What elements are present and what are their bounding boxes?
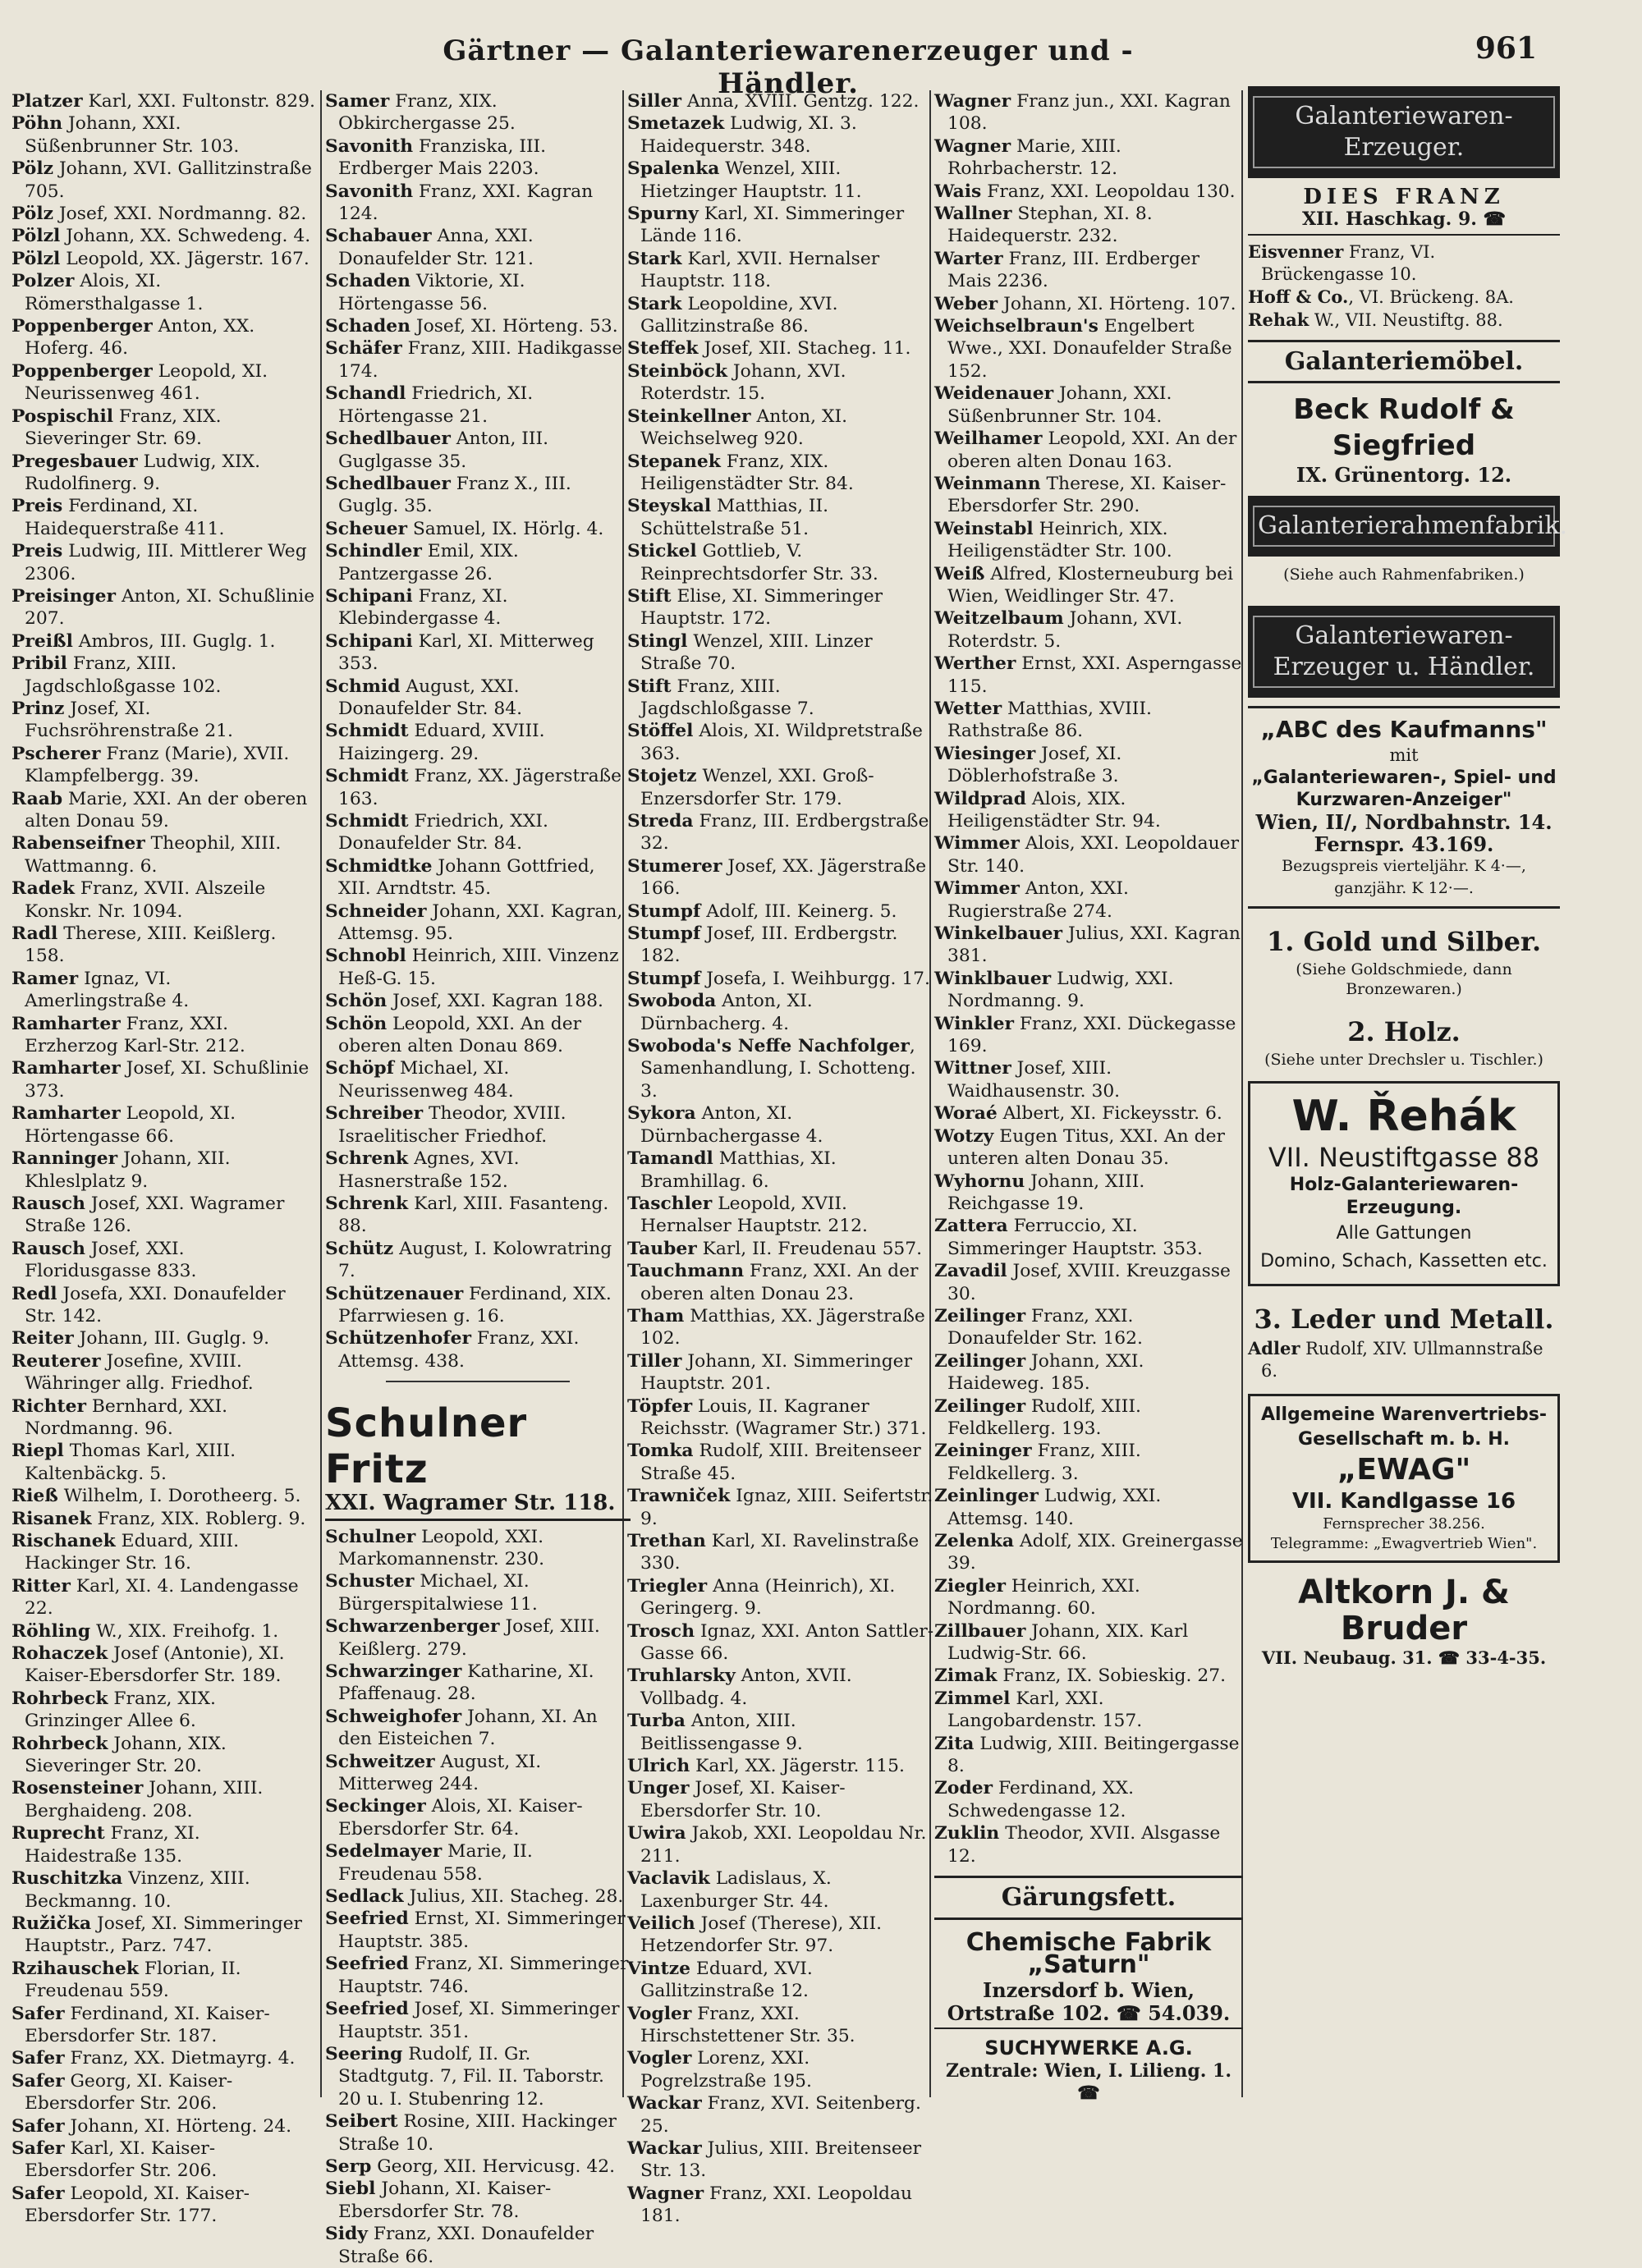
listing-entry: Hoff & Co., VI. Brückeng. 8A. <box>1248 286 1514 307</box>
advert-text: Domino, Schach, Kassetten etc. <box>1260 1251 1548 1271</box>
listing-entry: Weitzelbaum Johann, XVI. Roterdstr. 5. <box>934 608 1183 652</box>
listing-entry: Wildprad Alois, XIX. Heiligenstädter Str. 94. <box>934 788 1161 832</box>
listing-entry: Schreiber Theodor, XVIII. Israelitischer Friedhof. <box>325 1103 566 1147</box>
listing-entry: Siller Anna, XVIII. Gentzg. 122. <box>627 91 920 112</box>
listing-entry: Wackar Julius, XIII. Breitenseer Str. 13. <box>627 2137 922 2182</box>
listing-entry: Weinmann Therese, XI. Kaiser-Ebersdorfer Str. 290. <box>934 473 1227 517</box>
listing-entry: Wagner Franz jun., XXI. Kagran 108. <box>934 91 1231 135</box>
listing-entry: Schandl Friedrich, XI. Hörtengasse 21. <box>325 383 534 427</box>
listing-entry: Risanek Franz, XIX. Roblerg. 9. <box>11 1508 306 1529</box>
listing-entry: Zeilinger Rudolf, XIII. Feldkellerg. 193. <box>934 1395 1141 1439</box>
listing-entry: Turba Anton, XIII. Beitlissengasse 9. <box>627 1711 803 1754</box>
listing-entry: Sedelmayer Marie, II. Freudenau 558. <box>325 1841 533 1885</box>
box-label: Galanteriewaren-Erzeuger u. Händler. <box>1253 616 1555 688</box>
listing-entry: Redl Josefa, XXI. Donaufelder Str. 142. <box>11 1283 286 1326</box>
listing-entry: Röhling W., XIX. Freihofg. 1. <box>11 1620 279 1642</box>
listing-entry: Wimmer Anton, XXI. Rugierstraße 274. <box>934 878 1129 922</box>
listing-entry: Stark Karl, XVII. Hernalser Hauptstr. 118. <box>627 248 880 292</box>
listing-entry: Siebl Johann, XI. Kaiser-Ebersdorfer Str. 78. <box>325 2179 552 2222</box>
listing-entry: Radl Therese, XIII. Keißlerg. 158. <box>11 923 277 967</box>
listing-entry: Schmidtke Johann Gottfried, XII. Arndtstr. 45. <box>325 855 595 900</box>
listing-entry: Poppenberger Leopold, XI. Neurissenweg 461. <box>11 360 268 405</box>
advert-name: Chemische Fabrik „Saturn" <box>965 1927 1212 1979</box>
listing-entry: Stickel Gottlieb, V. Reinprechtsdorfer Str. 33. <box>627 541 878 584</box>
page-header <box>0 31 1642 100</box>
listing-entry: Woraé Albert, XI. Fickeysstr. 6. <box>934 1103 1222 1125</box>
listing-entry: Sidy Franz, XXI. Donaufelder Straße 66. <box>325 2224 594 2267</box>
listing-entry: Stumerer Josef, XX. Jägerstraße 166. <box>627 855 927 900</box>
listing-entry: Seefried Josef, XI. Simmeringer Hauptstr. 351. <box>325 1999 620 2042</box>
listing-entry: Schmidt Eduard, XVIII. Haizingerg. 29. <box>325 721 545 764</box>
listing-entry: Trawniček Ignaz, XIII. Seifertstr. 9. <box>627 1486 933 1529</box>
listing-entry: Wais Franz, XXI. Leopoldau 130. <box>934 181 1236 202</box>
listing-entry: Vogler Franz, XXI. Hirschstettener Str. 35. <box>627 2003 855 2046</box>
rehak-advert <box>1248 1081 1560 1286</box>
listing-entry: Schaden Viktorie, XI. Hörtengasse 56. <box>325 271 525 314</box>
listing-entry: Prinz Josef, XI. Fuchsröhrenstraße 21. <box>11 698 233 742</box>
listing-entry: Seckinger Alois, XI. Kaiser-Ebersdorfer Str. 64. <box>325 1796 583 1840</box>
listing-entry: Trosch Ignaz, XXI. Anton Sattler-Gasse 66. <box>627 1620 934 1665</box>
box-label: Galanterierahmenfabrik. <box>1253 506 1555 547</box>
listing-entry: Vogler Lorenz, XXI. Pogrelzstraße 195. <box>627 2048 812 2092</box>
listing-entry: Schütz August, I. Kolowratring 7. <box>325 1238 612 1282</box>
dies-address: XII. Haschkag. 9. ☎ <box>1248 208 1560 236</box>
listing-entry: Ranninger Johann, XII. Khleslplatz 9. <box>11 1148 231 1192</box>
listing-entry: Riepl Thomas Karl, XIII. Kaltenbäckg. 5. <box>11 1441 236 1484</box>
listing-entry: Winkler Franz, XXI. Dückegasse 169. <box>934 1013 1236 1057</box>
listing-entry: Tauchmann Franz, XXI. An der oberen alten Donau 23. <box>627 1261 919 1304</box>
listing-entry: Pölz Johann, XVI. Gallitzinstraße 705. <box>11 158 312 202</box>
listing-entry: Stark Leopoldine, XVI. Gallitzinstraße 86. <box>627 293 838 337</box>
schulner-advert <box>325 1400 631 1520</box>
section-heading: 3. Leder und Metall. <box>1254 1304 1554 1335</box>
listing-entry: Schuster Michael, XI. Bürgerspitalwiese 11. <box>325 1571 538 1615</box>
advert-text: Holz-Galanteriewaren-Erzeugung. <box>1289 1175 1519 1218</box>
listing-entry: Schmid August, XXI. Donaufelder Str. 84. <box>325 676 523 719</box>
section-heading: 1. Gold und Silber. <box>1266 926 1542 957</box>
page-title: Gärtner — Galanteriewarenerzeuger und -Händler. <box>443 34 1134 100</box>
listing-group <box>934 90 1243 1867</box>
listing-entry: Pospischil Franz, XIX. Sieveringer Str. 69. <box>11 405 222 450</box>
note: (Siehe unter Drechsler u. Tischler.) <box>1264 1051 1543 1069</box>
listing-entry: Rausch Josef, XXI. Floridusgasse 833. <box>11 1238 197 1282</box>
listing-entry: Weichselbraun's Engelbert Wwe., XXI. Donaufelder Straße 152. <box>934 316 1232 382</box>
advert-address: VII. Kandlgasse 16 <box>1291 1489 1516 1514</box>
listing-entry: Schöpf Michael, XI. Neurissenweg 484. <box>325 1058 514 1102</box>
listing-entry: Steinkellner Anton, XI. Weichselweg 920. <box>627 405 848 450</box>
section-heading-box <box>1248 496 1568 557</box>
listing-entry: Safer Georg, XI. Kaiser-Ebersdorfer Str. 206. <box>11 2070 233 2115</box>
listing-entry: Safer Johann, XI. Hörteng. 24. <box>11 2115 292 2137</box>
listing-entry: Schäfer Franz, XIII. Hadikgasse 174. <box>325 338 623 382</box>
listing-entry: Wittner Josef, XIII. Waidhausenstr. 30. <box>934 1058 1121 1102</box>
listing-entry: Ramharter Leopold, XI. Hörtengasse 66. <box>11 1103 236 1147</box>
listing-entry: Vintze Eduard, XVI. Gallitzinstraße 12. <box>627 1958 813 2002</box>
listing-entry: Schützenauer Ferdinand, XIX. Pfarrwiesen g. 16. <box>325 1283 612 1326</box>
listing-entry: Weber Johann, XI. Hörteng. 107. <box>934 293 1236 314</box>
listing-entry: Seibert Rosine, XIII. Hackinger Straße 10. <box>325 2111 617 2155</box>
listing-entry: Werther Ernst, XXI. Asperngasse 115. <box>934 653 1242 697</box>
listing-entry: Stumpf Josefa, I. Weihburgg. 17. <box>627 968 930 989</box>
advert-column <box>1248 86 1568 2089</box>
listing-entry: Rohrbeck Johann, XIX. Sieveringer Str. 20. <box>11 1733 227 1777</box>
listing-entry: Preisinger Anton, XI. Schußlinie 207. <box>11 585 315 630</box>
listing-column-1 <box>11 90 315 2227</box>
listing-entry: Seering Rudolf, II. Gr. Stadtgutg. 7, Fil. II. Taborstr. 20 u. I. Stubenring 12. <box>325 2043 604 2110</box>
note: (Siehe Goldschmiede, dann Bronzewaren.) <box>1296 960 1512 998</box>
listing-entry: Streda Franz, III. Erdbergstraße 32. <box>627 811 929 855</box>
abc-advert <box>1248 706 1560 909</box>
altkorn-advert-address: VII. Neubaug. 31. ☎ 33-4-35. <box>1261 1647 1547 1668</box>
listing-entry: Zeinlinger Ludwig, XXI. Attemsg. 140. <box>934 1486 1162 1529</box>
beck-advert-name: Beck Rudolf & Siegfried <box>1293 393 1515 462</box>
advert-name: „EWAG" <box>1337 1453 1471 1487</box>
section-heading: Gärungsfett. <box>934 1876 1243 1919</box>
listing-entry: Ramer Ignaz, VI. Amerlingstraße 4. <box>11 968 190 1012</box>
advert-text: „Galanteriewaren-, Spiel- und Kurzwaren-Anzeiger" <box>1251 767 1557 810</box>
listing-entry: Reiter Johann, III. Guglg. 9. <box>11 1328 270 1349</box>
listing-entry: Wallner Stephan, XI. 8. Haidequerstr. 232. <box>934 204 1153 247</box>
listing-entry: Pöhn Johann, XXI. Süßenbrunner Str. 103. <box>11 113 240 157</box>
listing-entry: Radek Franz, XVII. Alszeile Konskr. Nr. 1094. <box>11 878 266 922</box>
listing-entry: Zita Ludwig, XIII. Beitingergasse 8. <box>934 1733 1240 1777</box>
listing-entry: Stojetz Wenzel, XXI. Groß-Enzersdorfer Str. 179. <box>627 766 874 809</box>
listing-column-4 <box>934 90 1243 2104</box>
listing-entry: Stumpf Josef, III. Erdbergstr. 182. <box>627 923 898 967</box>
listing-entry: Eisvenner Franz, VI. Brückengasse 10. <box>1248 241 1436 284</box>
listing-entry: Wyhornu Johann, XIII. Reichgasse 19. <box>934 1171 1145 1214</box>
advert-address: Inzersdorf b. Wien, Ortstraße 102. ☎ 54.039. <box>934 1976 1243 2029</box>
listing-entry: Rohaczek Josef (Antonie), XI. Kaiser-Ebersdorfer Str. 189. <box>11 1643 285 1687</box>
listing-entry: Schrenk Karl, XIII. Fasanteng. 88. <box>325 1193 609 1237</box>
listing-entry: Swoboda's Neffe Nachfolger, Samenhandlung, I. Schotteng. 3. <box>627 1036 916 1102</box>
listing-entry: Seefried Ernst, XI. Simmeringer Hauptstr. 385. <box>325 1908 626 1952</box>
listing-entry: Rieß Wilhelm, I. Dorotheerg. 5. <box>11 1486 301 1507</box>
listing-entry: Tomka Rudolf, XIII. Breitenseer Straße 45. <box>627 1441 921 1484</box>
listing-entry: Rischanek Eduard, XIII. Hackinger Str. 16. <box>11 1531 240 1574</box>
dies-name: DIES FRANZ <box>1303 185 1505 209</box>
listing-entry: Weinstabl Heinrich, XIX. Heiligenstädter Str. 100. <box>934 518 1172 562</box>
listing-entry: Stöffel Alois, XI. Wildpretstraße 363. <box>627 721 923 764</box>
listing-entry: Wagner Marie, XIII. Rohrbacherstr. 12. <box>934 135 1121 180</box>
listing-entry: Spalenka Wenzel, XIII. Hietzinger Hauptstr. 11. <box>627 158 862 202</box>
section-heading-box <box>1248 86 1560 178</box>
listing-entry: Zillbauer Johann, XIX. Karl Ludwig-Str. 66. <box>934 1620 1189 1665</box>
ewag-advert <box>1248 1394 1560 1563</box>
column-rule <box>320 90 322 2097</box>
listing-entry: Steinböck Johann, XVI. Roterdstr. 15. <box>627 360 846 405</box>
listing-entry: Ružička Josef, XI. Simmeringer Hauptstr., Parz. 747. <box>11 1913 302 1957</box>
listing-entry: Winklbauer Ludwig, XXI. Nordmanng. 9. <box>934 968 1174 1012</box>
listing-entry: Schwarzinger Katharine, XI. Pfaffenaug. 28. <box>325 1661 594 1705</box>
listing-entry: Schützenhofer Franz, XXI. Attemsg. 438. <box>325 1328 580 1372</box>
listing-entry: Zeilinger Franz, XXI. Donaufelder Str. 162. <box>934 1305 1143 1349</box>
listing-entry: Rzihauschek Florian, II. Freudenau 559. <box>11 1958 241 2002</box>
listing-entry: Stepanek Franz, XIX. Heiligenstädter Str. 84. <box>627 451 854 494</box>
advert-phone: Fernspr. 43.169. <box>1314 832 1494 856</box>
listing-entry: Swoboda Anton, XI. Dürnbacherg. 4. <box>627 991 813 1034</box>
listing-entry: Schneider Johann, XXI. Kagran, Attemsg. 95. <box>325 900 623 945</box>
listing-entry: Sedlack Julius, XII. Stacheg. 28. <box>325 1886 624 1908</box>
listing-entry: Rausch Josef, XXI. Wagramer Straße 126. <box>11 1193 285 1237</box>
listing-entry: Schedlbauer Anton, III. Guglgasse 35. <box>325 428 549 472</box>
listing-entry: Smetazek Ludwig, XI. 3. Haidequerstr. 348. <box>627 113 857 157</box>
listing-entry: Pscherer Franz (Marie), XVII. Klampfelbergg. 39. <box>11 743 290 787</box>
listing-entry: Rabenseifner Theophil, XIII. Wattmanng. 6. <box>11 833 282 877</box>
listing-entry: Ulrich Karl, XX. Jägerstr. 115. <box>627 1756 905 1777</box>
listing-entry: Savonith Franziska, III. Erdberger Mais 2203. <box>325 135 547 180</box>
listing-entry: Pölz Josef, XXI. Nordmanng. 82. <box>11 204 307 225</box>
advert-text: Gesellschaft m. b. H. <box>1298 1429 1510 1450</box>
listing-entry: Schaden Josef, XI. Hörteng. 53. <box>325 316 618 337</box>
listing-entry: Schwarzenberger Josef, XIII. Keißlerg. 279. <box>325 1616 600 1660</box>
listing-entry: Zeininger Franz, XIII. Feldkellerg. 3. <box>934 1441 1141 1484</box>
listing-entry: Stift Elise, XI. Simmeringer Hauptstr. 172. <box>627 585 883 630</box>
listing-entry: Warter Franz, III. Erdberger Mais 2236. <box>934 248 1199 292</box>
listing-entry: Vaclavik Ladislaus, X. Laxenburger Str. 44. <box>627 1868 832 1912</box>
advert-text: Allgemeine Warenvertriebs- <box>1260 1404 1548 1425</box>
advert-address: VII. Neustiftgasse 88 <box>1268 1142 1540 1173</box>
listing-entry: Wimmer Alois, XXI. Leopoldauer Str. 140. <box>934 833 1239 877</box>
listing-entry: Rehak W., VII. Neustiftg. 88. <box>1248 309 1503 330</box>
listing-entry: Wagner Franz, XXI. Leopoldau 181. <box>627 2183 913 2227</box>
advert-address: Zentrale: Wien, I. Lilieng. 1. ☎ <box>946 2060 1232 2104</box>
listing-entry: Schön Leopold, XXI. An der oberen alten Donau 869. <box>325 1013 582 1057</box>
advert-telegram: Telegramme: „Ewagvertrieb Wien". <box>1270 1535 1538 1552</box>
listing-entry: Wiesinger Josef, XI. Döblerhofstraße 3. <box>934 743 1122 787</box>
listing-entry: Ramharter Franz, XXI. Erzherzog Karl-Str. 212. <box>11 1013 245 1057</box>
listing-entry: Zimmel Karl, XXI. Langobardenstr. 157. <box>934 1688 1143 1732</box>
listing-entry: Serp Georg, XII. Hervicusg. 42. <box>325 2156 616 2177</box>
listing-entry: Töpfer Louis, II. Kagraner Reichsstr. (Wagramer Str.) 371. <box>627 1395 927 1439</box>
listing-entry: Schindler Emil, XIX. Pantzergasse 26. <box>325 541 519 584</box>
listing-group <box>325 1526 631 2268</box>
listing-entry: Uwira Jakob, XXI. Leopoldau Nr. 211. <box>627 1823 927 1867</box>
listing-entry: Sykora Anton, XI. Dürnbachergasse 4. <box>627 1103 823 1147</box>
advert-price: Bezugspreis vierteljähr. K 4·—, ganzjähr. K 12·—. <box>1282 857 1526 897</box>
advert-name: „ABC des Kaufmanns" <box>1260 716 1548 743</box>
saturn-advert <box>934 1927 1243 2105</box>
listing-entry: Wetter Matthias, XVIII. Rathstraße 86. <box>934 698 1152 742</box>
listing-entry: Schmidt Friedrich, XXI. Donaufelder Str. 84. <box>325 811 548 855</box>
listing-entry: Tham Matthias, XX. Jägerstraße 102. <box>627 1305 925 1349</box>
listing-entry: Winkelbauer Julius, XXI. Kagran 381. <box>934 923 1241 967</box>
listing-entry: Zuklin Theodor, XVII. Alsgasse 12. <box>934 1823 1221 1867</box>
listing-entry: Schrenk Agnes, XVI. Hasnerstraße 152. <box>325 1148 520 1192</box>
advert-text: mit <box>1389 745 1419 765</box>
listing-entry: Ziegler Heinrich, XXI. Nordmanng. 60. <box>934 1575 1140 1620</box>
advert-name: Schulner Fritz <box>325 1400 528 1493</box>
altkorn-advert-name: Altkorn J. & Bruder <box>1298 1574 1510 1647</box>
listing-entry: Platzer Karl, XXI. Fultonstr. 829. <box>11 91 315 112</box>
listing-entry: Rohrbeck Franz, XIX. Grinzinger Allee 6. <box>11 1688 216 1732</box>
beck-advert-address: IX. Grünentorg. 12. <box>1296 463 1512 487</box>
section-heading: 2. Holz. <box>1347 1016 1461 1047</box>
listing-entry: Zelenka Adolf, XIX. Greinergasse 39. <box>934 1531 1243 1574</box>
advert-address: XXI. Wagramer Str. 118. <box>325 1492 631 1520</box>
listing-entry: Weidenauer Johann, XXI. Süßenbrunner Str. 104. <box>934 383 1172 427</box>
listing-entry: Ruschitzka Vinzenz, XIII. Beckmanng. 10. <box>11 1868 250 1912</box>
listing-entry: Pölzl Leopold, XX. Jägerstr. 167. <box>11 248 310 269</box>
listing-entry: Tiller Johann, XI. Simmeringer Hauptstr. 201. <box>627 1350 913 1395</box>
listing-entry: Steffek Josef, XII. Stacheg. 11. <box>627 338 911 360</box>
listing-entry: Adler Rudolf, XIV. Ullmannstraße 6. <box>1248 1338 1543 1381</box>
listing-entry: Ramharter Josef, XI. Schußlinie 373. <box>11 1058 310 1102</box>
listing-entry: Schweitzer August, XI. Mitterweg 244. <box>325 1751 542 1795</box>
listing-entry: Ruprecht Franz, XI. Haidestraße 135. <box>11 1823 200 1867</box>
listing-entry: Schipani Karl, XI. Mitterweg 353. <box>325 630 594 675</box>
listing-entry: Steyskal Matthias, II. Schüttelstraße 51. <box>627 496 829 539</box>
listing-entry: Rosensteiner Johann, XIII. Berghaideng. 208. <box>11 1778 264 1821</box>
listing-entry: Zavadil Josef, XVIII. Kreuzgasse 30. <box>934 1261 1231 1304</box>
listing-entry: Taschler Leopold, XVII. Hernalser Hauptstr. 212. <box>627 1193 868 1237</box>
listing-entry: Seefried Franz, XI. Simmeringer Hauptstr. 746. <box>325 1954 629 1997</box>
listing-entry: Safer Ferdinand, XI. Kaiser-Ebersdorfer Str. 187. <box>11 2003 270 2046</box>
listing-entry: Stingl Wenzel, XIII. Linzer Straße 70. <box>627 630 873 675</box>
listing-entry: Triegler Anna (Heinrich), XI. Geringerg. 9. <box>627 1575 896 1620</box>
listing-entry: Savonith Franz, XXI. Kagran 124. <box>325 181 594 225</box>
listing-entry: Zeilinger Johann, XXI. Haideweg. 185. <box>934 1350 1144 1395</box>
listing-entry: Reuterer Josefine, XVIII. Währinger allg. Friedhof. <box>11 1350 254 1395</box>
listing-entry: Polzer Alois, XI. Römersthalgasse 1. <box>11 271 204 314</box>
listing-entry: Schmidt Franz, XX. Jägerstraße 163. <box>325 766 622 809</box>
listing-entry: Wotzy Eugen Titus, XXI. An der unteren alten Donau 35. <box>934 1125 1225 1170</box>
advert-name: SUCHYWERKE A.G. <box>984 2037 1193 2060</box>
advert-text: Alle Gattungen <box>1336 1223 1472 1244</box>
listing-entry: Poppenberger Anton, XX. Hoferg. 46. <box>11 316 255 360</box>
advert-phone: Fernsprecher 38.256. <box>1323 1515 1485 1533</box>
listing-entry: Tauber Karl, II. Freudenau 557. <box>627 1238 923 1259</box>
listing-entry: Stift Franz, XIII. Jagdschloßgasse 7. <box>627 676 814 719</box>
listing-entry: Safer Leopold, XI. Kaiser-Ebersdorfer Str. 177. <box>11 2183 250 2227</box>
listing-entry: Richter Bernhard, XXI. Nordmanng. 96. <box>11 1395 228 1439</box>
section-heading: Galanteriemöbel. <box>1248 340 1560 383</box>
listing-entry: Schön Josef, XXI. Kagran 188. <box>325 991 603 1012</box>
listing-entry: Schweighofer Johann, XI. An den Eisteichen 7. <box>325 1706 598 1750</box>
listing-entry: Samer Franz, XIX. Obkirchergasse 25. <box>325 91 516 135</box>
listing-entry: Zimak Franz, IX. Sobieskig. 27. <box>934 1665 1227 1687</box>
listing-entry: Schedlbauer Franz X., III. Guglg. 35. <box>325 473 571 517</box>
note: (Siehe auch Rahmenfabriken.) <box>1283 566 1525 584</box>
listing-entry: Veilich Josef (Therese), XII. Hetzendorfer Str. 97. <box>627 1913 883 1957</box>
listing-entry: Schipani Franz, XI. Klebindergasse 4. <box>325 585 508 630</box>
listing-entry: Tamandl Matthias, XI. Bramhillag. 6. <box>627 1148 837 1192</box>
page-number: 961 <box>1475 31 1537 66</box>
listing-entry: Zattera Ferruccio, XI. Simmeringer Hauptstr. 353. <box>934 1216 1203 1259</box>
listing-entry: Preißl Ambros, III. Guglg. 1. <box>11 630 276 652</box>
advert-address: Wien, II/, Nordbahnstr. 14. <box>1255 810 1553 834</box>
listing-entry: Pölzl Johann, XX. Schwedeng. 4. <box>11 226 311 247</box>
listing-entry: Stumpf Adolf, III. Keinerg. 5. <box>627 900 897 922</box>
listing-entry: Truhlarsky Anton, XVII. Vollbadg. 4. <box>627 1665 852 1709</box>
listing-column-2 <box>325 90 631 2267</box>
listing-entry: Zoder Ferdinand, XX. Schwedengasse 12. <box>934 1778 1134 1821</box>
listing-entry: Weiß Alfred, Klosterneuburg bei Wien, Weidlinger Str. 47. <box>934 563 1233 607</box>
listing-entry: Ritter Karl, XI. 4. Landengasse 22. <box>11 1575 299 1620</box>
box-label: Galanteriewaren-Erzeuger. <box>1253 96 1555 168</box>
listing-entry: Wackar Franz, XVI. Seitenberg. 25. <box>627 2093 921 2137</box>
listing-entry: Trethan Karl, XI. Ravelinstraße 330. <box>627 1531 920 1574</box>
listing-entry: Schabauer Anna, XXI. Donaufelder Str. 121. <box>325 226 534 269</box>
listing-entry: Pregesbauer Ludwig, XIX. Rudolfinerg. 9. <box>11 451 261 494</box>
listing-entry: Preis Ferdinand, XI. Haidequerstraße 411. <box>11 496 225 539</box>
listing-column-3 <box>627 90 936 2227</box>
listing-entry: Spurny Karl, XI. Simmeringer Lände 116. <box>627 204 905 247</box>
listing-entry: Safer Karl, XI. Kaiser-Ebersdorfer Str. 206. <box>11 2137 218 2182</box>
separator <box>386 1381 569 1382</box>
listing-entry: Raab Marie, XXI. An der oberen alten Donau 59. <box>11 788 308 832</box>
listing-entry: Scheuer Samuel, IX. Hörlg. 4. <box>325 518 604 539</box>
listing-entry: Safer Franz, XX. Dietmayrg. 4. <box>11 2048 296 2069</box>
listing-entry: Preis Ludwig, III. Mittlerer Weg 2306. <box>11 541 307 584</box>
listing-entry: Schulner Leopold, XXI. Markomannenstr. 230. <box>325 1526 545 1569</box>
listing-entry: Unger Josef, XI. Kaiser-Ebersdorfer Str. 10. <box>627 1778 846 1821</box>
listing-entry: Weilhamer Leopold, XXI. An der oberen alten Donau 163. <box>934 428 1237 472</box>
listing-entry: Pribil Franz, XIII. Jagdschloßgasse 102. <box>11 653 222 697</box>
listing-group <box>325 90 631 1372</box>
section-heading-box <box>1248 606 1560 698</box>
listing-entry: Schnobl Heinrich, XIII. Vinzenz Heß-G. 15. <box>325 946 619 989</box>
advert-name: W. Řehák <box>1291 1092 1516 1141</box>
